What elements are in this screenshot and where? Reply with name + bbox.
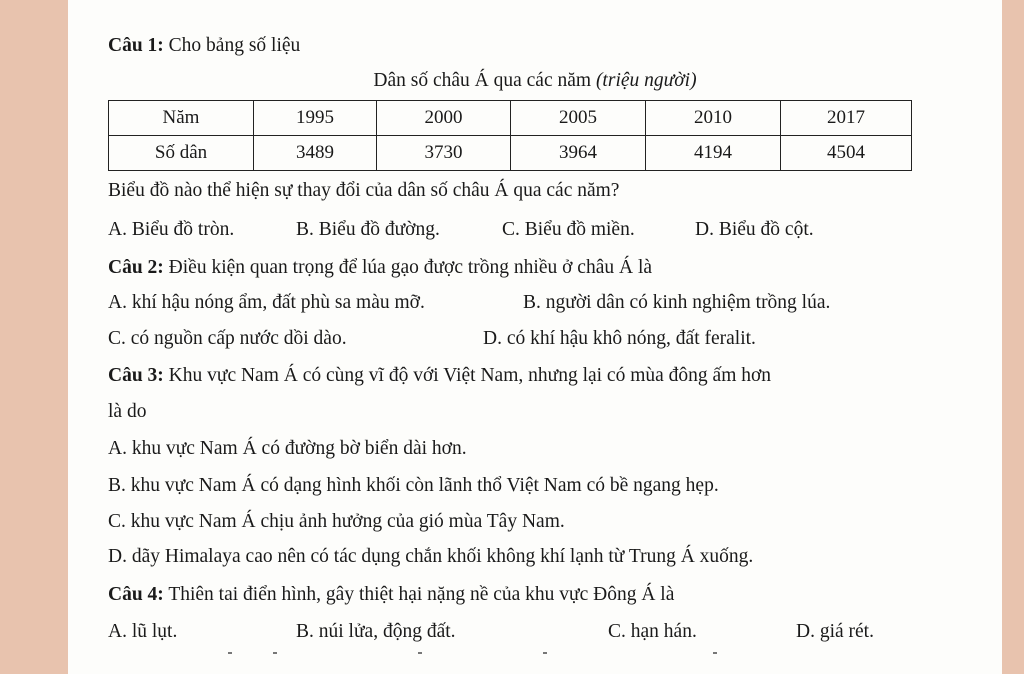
- q3-stem-continued: là do: [108, 401, 147, 422]
- q3-option-b: B. khu vực Nam Á có dạng hình khối còn lãnh thổ Việt Nam có bề ngang hẹp.: [108, 475, 719, 496]
- q3-option-a: A. khu vực Nam Á có đường bờ biển dài hơn.: [108, 438, 467, 459]
- table-unit: (triệu người): [595, 70, 697, 91]
- table-cell: 2005: [511, 101, 646, 136]
- table-cell: 3964: [511, 136, 646, 171]
- q1-label: Câu 1:: [108, 35, 164, 56]
- q2-option-c: C. có nguồn cấp nước dồi dào.: [108, 328, 347, 349]
- q4-text: Thiên tai điển hình, gây thiệt hại nặng nề của khu vực Đông Á là: [163, 584, 675, 605]
- q2-option-d: D. có khí hậu khô nóng, đất feralit.: [483, 328, 756, 349]
- q3-text: Khu vực Nam Á có cùng vĩ độ với Việt Nam, nhưng lại có mùa đông ấm hơn: [163, 365, 772, 386]
- table-title-text: Dân số châu Á qua các năm: [373, 70, 596, 91]
- table-row-year: [109, 101, 912, 136]
- table-cell: 3730: [377, 136, 511, 171]
- q1-stem: [108, 36, 300, 56]
- cutoff-mark: [713, 652, 717, 654]
- q1-option-b: B. Biểu đồ đường.: [296, 219, 440, 240]
- q3-label: Câu 3:: [108, 365, 164, 386]
- q4-option-b: B. núi lửa, động đất.: [296, 621, 456, 642]
- cutoff-mark: [228, 652, 232, 654]
- q2-label: Câu 2:: [108, 257, 164, 278]
- q4-label: Câu 4:: [108, 584, 164, 605]
- document-page: [68, 0, 1002, 674]
- q1-text: Cho bảng số liệu: [163, 35, 301, 56]
- q3-option-d: D. dãy Himalaya cao nên có tác dụng chắn khối không khí lạnh từ Trung Á xuống.: [108, 546, 754, 567]
- cutoff-mark: [543, 652, 547, 654]
- q4-option-a: A. lũ lụt.: [108, 621, 178, 642]
- table-row-population: [109, 136, 912, 171]
- q1-option-c: C. Biểu đồ miền.: [502, 219, 635, 240]
- cutoff-mark: [418, 652, 422, 654]
- population-table: [108, 100, 912, 171]
- table-cell: 3489: [254, 136, 377, 171]
- q2-stem: [108, 258, 652, 278]
- q4-option-c: C. hạn hán.: [608, 621, 697, 642]
- q1-option-d: D. Biểu đồ cột.: [695, 219, 814, 240]
- q2-text: Điều kiện quan trọng để lúa gạo được trồng nhiều ở châu Á là: [163, 257, 653, 278]
- q2-option-a: A. khí hậu nóng ẩm, đất phù sa màu mỡ.: [108, 292, 425, 313]
- q4-option-d: D. giá rét.: [796, 621, 874, 642]
- q3-option-c: C. khu vực Nam Á chịu ảnh hưởng của gió mùa Tây Nam.: [108, 511, 565, 532]
- q3-stem: [108, 366, 771, 386]
- table-cell: 4504: [781, 136, 912, 171]
- table-cell: Năm: [109, 101, 254, 136]
- q1-question: Biểu đồ nào thể hiện sự thay đổi của dân số châu Á qua các năm?: [108, 180, 620, 201]
- table-cell: 2010: [646, 101, 781, 136]
- cutoff-mark: [273, 652, 277, 654]
- q4-stem: [108, 585, 674, 605]
- table-cell: 2017: [781, 101, 912, 136]
- table-title: [68, 70, 1002, 92]
- table-cell: Số dân: [109, 136, 254, 171]
- table-cell: 4194: [646, 136, 781, 171]
- table-cell: 2000: [377, 101, 511, 136]
- table-cell: 1995: [254, 101, 377, 136]
- q2-option-b: B. người dân có kinh nghiệm trồng lúa.: [523, 292, 831, 313]
- q1-option-a: A. Biểu đồ tròn.: [108, 219, 235, 240]
